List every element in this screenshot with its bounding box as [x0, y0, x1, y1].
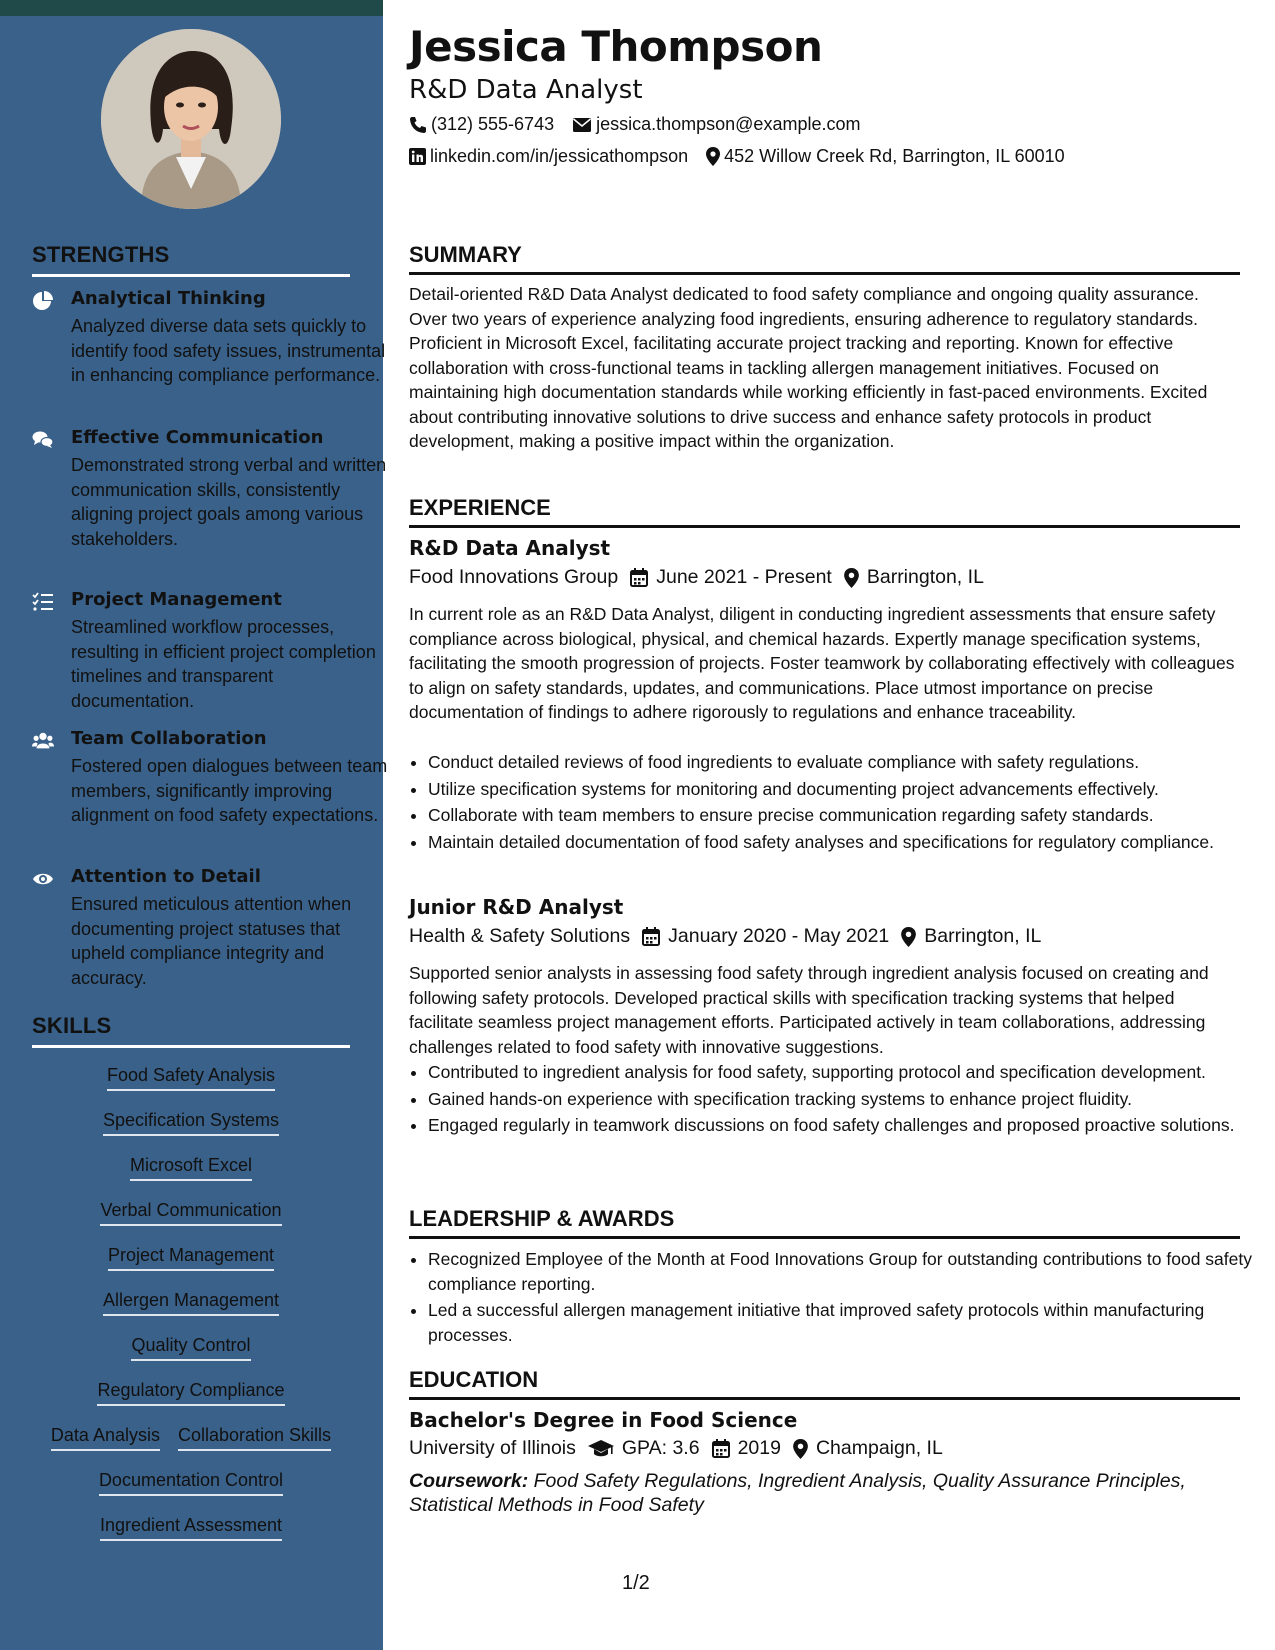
envelope-icon	[572, 117, 592, 133]
profile-photo	[101, 29, 281, 209]
strength-title: Analytical Thinking	[71, 288, 266, 309]
skill-item: Data Analysis	[51, 1423, 160, 1451]
skill-item: Specification Systems	[103, 1108, 279, 1136]
strength-title: Attention to Detail	[71, 866, 261, 887]
skill-item: Collaboration Skills	[178, 1423, 331, 1451]
eye-icon	[32, 868, 54, 890]
coursework	[409, 1469, 1240, 1517]
leadership-bullets	[409, 1247, 1259, 1349]
job-company: Food Innovations Group	[409, 566, 619, 588]
contact-row-1	[409, 114, 860, 135]
summary-heading: SUMMARY	[409, 242, 1240, 275]
location-pin-icon	[793, 1439, 808, 1459]
list-item: • Gained hands-on experience with specification tracking systems to enhance project fluidity.	[428, 1087, 1259, 1112]
strength-desc: Fostered open dialogues between team members, significantly improving alignment on food safety expectations.	[71, 756, 388, 825]
job-description: Supported senior analysts in assessing food safety through ingredient analysis focused on creating and following safety protocols. Developed practical skills with specification tracking systems that helped facilitate seamless project management efforts. Participated actively in team collaborations, addressing challenges related to food safety with innovative suggestions.	[409, 963, 1209, 1057]
graduation-cap-icon	[588, 1440, 614, 1458]
users-icon	[32, 730, 54, 752]
skill-item: Quality Control	[131, 1333, 250, 1361]
job-description: In current role as an R&D Data Analyst, diligent in conducting ingredient assessments that ensure safety compliance across biological, physical, and chemical hazards. Expertly manage specification systems, facilitating the smooth progression of projects. Foster teamwork by collaborating effectively with colleagues to align on safety standards, updates, and communications. Place utmost importance on precise documentation of findings to adhere rigorously to regulations and enhance traceability.	[409, 604, 1235, 722]
calendar-icon	[630, 568, 648, 587]
skill-item: Allergen Management	[103, 1288, 279, 1316]
phone-icon	[409, 116, 427, 134]
address-text: 452 Willow Creek Rd, Barrington, IL 60010	[724, 146, 1065, 166]
list-item: • Recognized Employee of the Month at Food Innovations Group for outstanding contributions to food safety compliance reporting.	[428, 1247, 1259, 1296]
job-role: R&D Data Analyst	[409, 536, 611, 560]
contact-row-2	[409, 146, 1065, 167]
school-location: Champaign, IL	[815, 1437, 943, 1459]
strength-desc: Demonstrated strong verbal and written communication skills, consistently aligning project goals among various stakeholders.	[71, 455, 387, 549]
job-meta	[409, 566, 984, 589]
skills-heading: SKILLS	[32, 1013, 350, 1048]
candidate-title: R&D Data Analyst	[409, 75, 643, 105]
job-bullets	[409, 1060, 1259, 1140]
list-item: • Conduct detailed reviews of food ingredients to evaluate compliance with safety regulations.	[428, 750, 1259, 775]
linkedin-icon	[409, 148, 426, 165]
skill-item: Regulatory Compliance	[97, 1378, 284, 1406]
skill-item: Verbal Communication	[100, 1198, 281, 1226]
task-list-icon	[32, 591, 54, 613]
calendar-icon	[642, 927, 660, 946]
strength-desc: Streamlined workflow processes, resulting in efficient project completion timelines and transparent documentation.	[71, 617, 376, 711]
leadership-heading: LEADERSHIP & AWARDS	[409, 1206, 1240, 1239]
page-number: 1/2	[622, 1572, 650, 1594]
job-meta	[409, 925, 1041, 948]
degree-title: Bachelor's Degree in Food Science	[409, 1408, 798, 1432]
linkedin-text: linkedin.com/in/jessicathompson	[430, 146, 689, 166]
candidate-name: Jessica Thompson	[409, 22, 823, 71]
graduation-year: 2019	[737, 1437, 781, 1459]
strength-title: Project Management	[71, 589, 282, 610]
coursework-label: Coursework:	[409, 1470, 529, 1492]
job-dates: June 2021 - Present	[656, 566, 832, 588]
email-text: jessica.thompson@example.com	[596, 114, 861, 134]
coursework-text: Food Safety Regulations, Ingredient Analysis, Quality Assurance Principles, Statistical Methods in Food Safety	[409, 1470, 1186, 1516]
list-item: • Maintain detailed documentation of food safety analyses and specifications for regulatory compliance.	[428, 830, 1259, 855]
pie-chart-icon	[32, 290, 54, 312]
experience-heading: EXPERIENCE	[409, 495, 1240, 528]
list-item: • Collaborate with team members to ensure precise communication regarding safety standards.	[428, 803, 1259, 828]
education-meta	[409, 1437, 943, 1460]
strength-title: Effective Communication	[71, 427, 324, 448]
list-item: • Led a successful allergen management initiative that improved safety protocols within manufacturing processes.	[428, 1298, 1259, 1347]
list-item: • Engaged regularly in teamwork discussions on food safety challenges and proposed proactive solutions.	[428, 1113, 1259, 1138]
strength-desc: Analyzed diverse data sets quickly to identify food safety issues, instrumental in enhancing compliance performance.	[71, 316, 386, 385]
job-location: Barrington, IL	[866, 566, 984, 588]
chat-bubbles-icon	[32, 429, 54, 451]
list-item: • Utilize specification systems for monitoring and documenting project advancements effectively.	[428, 777, 1259, 802]
gpa-text: GPA: 3.6	[621, 1437, 700, 1459]
location-pin-icon	[844, 568, 859, 588]
skill-item: Documentation Control	[99, 1468, 283, 1496]
school-name: University of Illinois	[409, 1437, 576, 1459]
strength-desc: Ensured meticulous attention when documenting project statuses that upheld compliance integrity and accuracy.	[71, 894, 352, 988]
job-bullets	[409, 750, 1259, 856]
skill-item: Microsoft Excel	[130, 1153, 252, 1181]
calendar-icon	[712, 1439, 730, 1458]
job-dates: January 2020 - May 2021	[668, 925, 890, 947]
skill-item: Ingredient Assessment	[100, 1513, 282, 1541]
location-pin-icon	[901, 927, 916, 947]
list-item: • Contributed to ingredient analysis for food safety, supporting protocol and specification development.	[428, 1060, 1259, 1085]
phone-text: (312) 555-6743	[431, 114, 555, 134]
strength-title: Team Collaboration	[71, 728, 267, 749]
job-role: Junior R&D Analyst	[409, 895, 624, 919]
summary-text: Detail-oriented R&D Data Analyst dedicated to food safety compliance and ongoing quality assurance. Over two years of experience analyzing food ingredients, ensuring adherence to regulatory standards. Proficient in Microsoft Excel, facilitating accurate project tracking and reporting. Known for effective collaboration with cross-functional teams in tackling allergen management initiatives. Focused on maintaining high documentation standards while working efficiently in fast-paced environments. Excited about contributing innovative solutions to drive success and enhance safety protocols in product development, making a positive impact within the organization.	[409, 284, 1208, 451]
job-location: Barrington, IL	[924, 925, 1042, 947]
sidebar-top-bar	[0, 0, 383, 16]
skills-list	[32, 1063, 350, 1558]
skill-item: Project Management	[108, 1243, 274, 1271]
location-pin-icon	[706, 147, 720, 166]
job-company: Health & Safety Solutions	[409, 925, 631, 947]
skill-item: Food Safety Analysis	[107, 1063, 275, 1091]
strengths-heading: STRENGTHS	[32, 242, 350, 277]
education-heading: EDUCATION	[409, 1367, 1240, 1400]
